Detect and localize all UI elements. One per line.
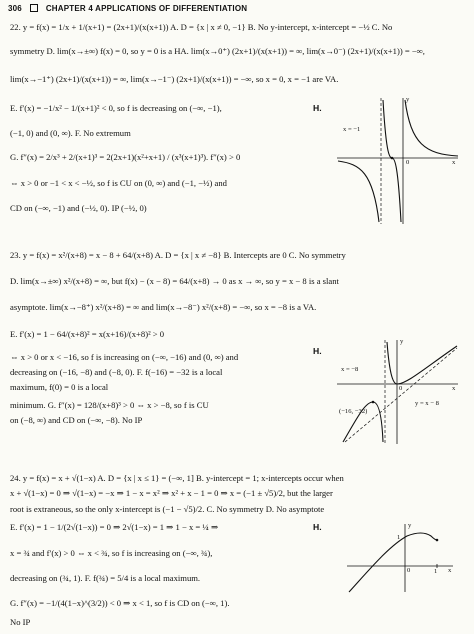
p22-inflection-point <box>391 157 394 160</box>
p23-line-2: D. lim(x→±∞) x²/(x+8) = ∞, but f(x) − (x − 8) = 64/(x+8) → 0 as x → ∞, so y = x − 8 is a slant <box>10 276 339 286</box>
p23-line-9: on (−8, ∞) and CD on (−∞, −8). No IP <box>10 415 143 425</box>
p23-va-label: x = −8 <box>341 366 359 373</box>
p23-graph-title: H. <box>313 346 322 356</box>
p23-line-4: E. f′(x) = 1 − 64/(x+8)² = x(x+16)/(x+8)² > 0 <box>10 329 165 339</box>
p24-origin-label: 0 <box>407 567 411 574</box>
p24-x-label: x <box>448 567 452 574</box>
p24-y-label: y <box>408 522 412 529</box>
p24-line-1: 24. y = f(x) = x + √(1−x) A. D = {x | x ≤ 1} = (−∞, 1] B. y-intercept = 1; x-intercepts occur when <box>10 473 344 483</box>
p23-slant-asymptote <box>345 348 457 442</box>
p23-line-3: asymptote. lim(x→−8⁺) x²/(x+8) = ∞ and lim(x→−8⁻) x²/(x+8) = −∞, so x = −8 is a VA. <box>10 302 317 312</box>
p24-line-2: x + √(1−x) = 0 ⇒ √(1−x) = −x ⇒ 1 − x = x² ⇒ x² + x − 1 = 0 ⇒ x = (−1 ± √5)/2, but the larger <box>10 488 333 498</box>
p23-line-7: maximum, f(0) = 0 is a local <box>10 382 109 392</box>
p22-curve-right <box>405 100 458 156</box>
p24-line-6: decreasing on (¾, 1). F. f(¾) = 5/4 is a local maximum. <box>10 573 201 583</box>
p24-line-4: E. f′(x) = 1 − 1/(2√(1−x)) = 0 ⇒ 2√(1−x) = 1 ⇒ 1 − x = ¼ ⇒ <box>10 522 219 532</box>
p24-line-5: x = ¾ and f′(x) > 0 ⇔ x < ¾, so f is increasing on (−∞, ¾), <box>10 548 213 558</box>
p22-line-3: lim(x→−1⁺) (2x+1)/(x(x+1)) = ∞, lim(x→−1⁻) (2x+1)/(x(x+1)) = −∞, so x = 0, x = −1 are VA. <box>10 74 339 84</box>
p23-slant-label: y = x − 8 <box>415 400 439 407</box>
p23-graph <box>335 338 460 446</box>
p23-line-8: minimum. G. f″(x) = 128/(x+8)³ > 0 ⇔ x > −8, so f is CU <box>10 400 209 410</box>
p23-y-label: y <box>400 338 404 345</box>
p22-origin-label: 0 <box>406 159 410 166</box>
p22-y-label: y <box>406 96 410 103</box>
p22-x-label: x <box>452 159 456 166</box>
chapter-title: CHAPTER 4 APPLICATIONS OF DIFFERENTIATION <box>45 4 248 13</box>
p23-line-6: decreasing on (−16, −8) and (−8, 0). F. f(−16) = −32 is a local <box>10 367 223 377</box>
p22-curve-left <box>338 161 379 222</box>
p22-graph <box>335 96 460 226</box>
p22-line-7: ⇔ x > 0 or −1 < x < −½, so f is CU on (0, ∞) and (−1, −½) and <box>10 178 227 188</box>
p22-line-2: symmetry D. lim(x→±∞) f(x) = 0, so y = 0 is a HA. lim(x→0⁺) (2x+1)/(x(x+1)) = ∞, lim(x→0⁻) (2x+1)/(x(x+1)) = −∞, <box>10 46 425 56</box>
p22-line-8: CD on (−∞, −1) and (−½, 0). IP (−½, 0) <box>10 203 147 213</box>
p24-curve <box>349 533 437 592</box>
p22-graph-title: H. <box>313 103 322 113</box>
p23-max-label: (−16, −32) <box>339 408 368 415</box>
p24-y-one-label: 1 <box>397 534 401 541</box>
p24-line-7: G. f″(x) = −1/(4(1−x)^(3/2)) < 0 ⇒ x < 1, so f is CD on (−∞, 1). <box>10 598 230 608</box>
page-number: 306 <box>8 4 22 13</box>
page-header <box>8 4 468 18</box>
p23-line-1: 23. y = f(x) = x²/(x+8) = x − 8 + 64/(x+8) A. D = {x | x ≠ −8} B. Intercepts are 0 C. No symmetry <box>10 250 346 260</box>
p22-line-6: G. f″(x) = 2/x³ + 2/(x+1)³ = 2(2x+1)(x²+x+1) / (x³(x+1)³). f″(x) > 0 <box>10 152 241 162</box>
box-icon <box>30 4 38 12</box>
p24-graph <box>345 522 455 594</box>
p24-endpoint <box>436 539 439 542</box>
p23-origin-label: 0 <box>399 385 403 392</box>
p22-line-1: 22. y = f(x) = 1/x + 1/(x+1) = (2x+1)/(x(x+1)) A. D = {x | x ≠ 0, −1} B. No y-intercept, x-intercept = −½ C. No <box>10 22 393 32</box>
p22-curve-middle <box>383 100 401 222</box>
p22-va-label: x = −1 <box>343 126 361 133</box>
p24-line-3: root is extraneous, so the only x-intercept is (−1 − √5)/2. C. No symmetry D. No asymptote <box>10 504 325 514</box>
p23-line-5: ⇔ x > 0 or x < −16, so f is increasing on (−∞, −16) and (0, ∞) and <box>10 352 239 362</box>
p23-local-max-point <box>372 401 375 404</box>
p24-graph-title: H. <box>313 522 322 532</box>
p23-x-label: x <box>452 385 456 392</box>
p22-line-5: (−1, 0) and (0, ∞). F. No extremum <box>10 128 131 138</box>
p24-line-8: No IP <box>10 617 31 627</box>
p24-one-label: 1 <box>434 568 438 575</box>
p22-line-4: E. f′(x) = −1/x² − 1/(x+1)² < 0, so f is decreasing on (−∞, −1), <box>10 103 222 113</box>
